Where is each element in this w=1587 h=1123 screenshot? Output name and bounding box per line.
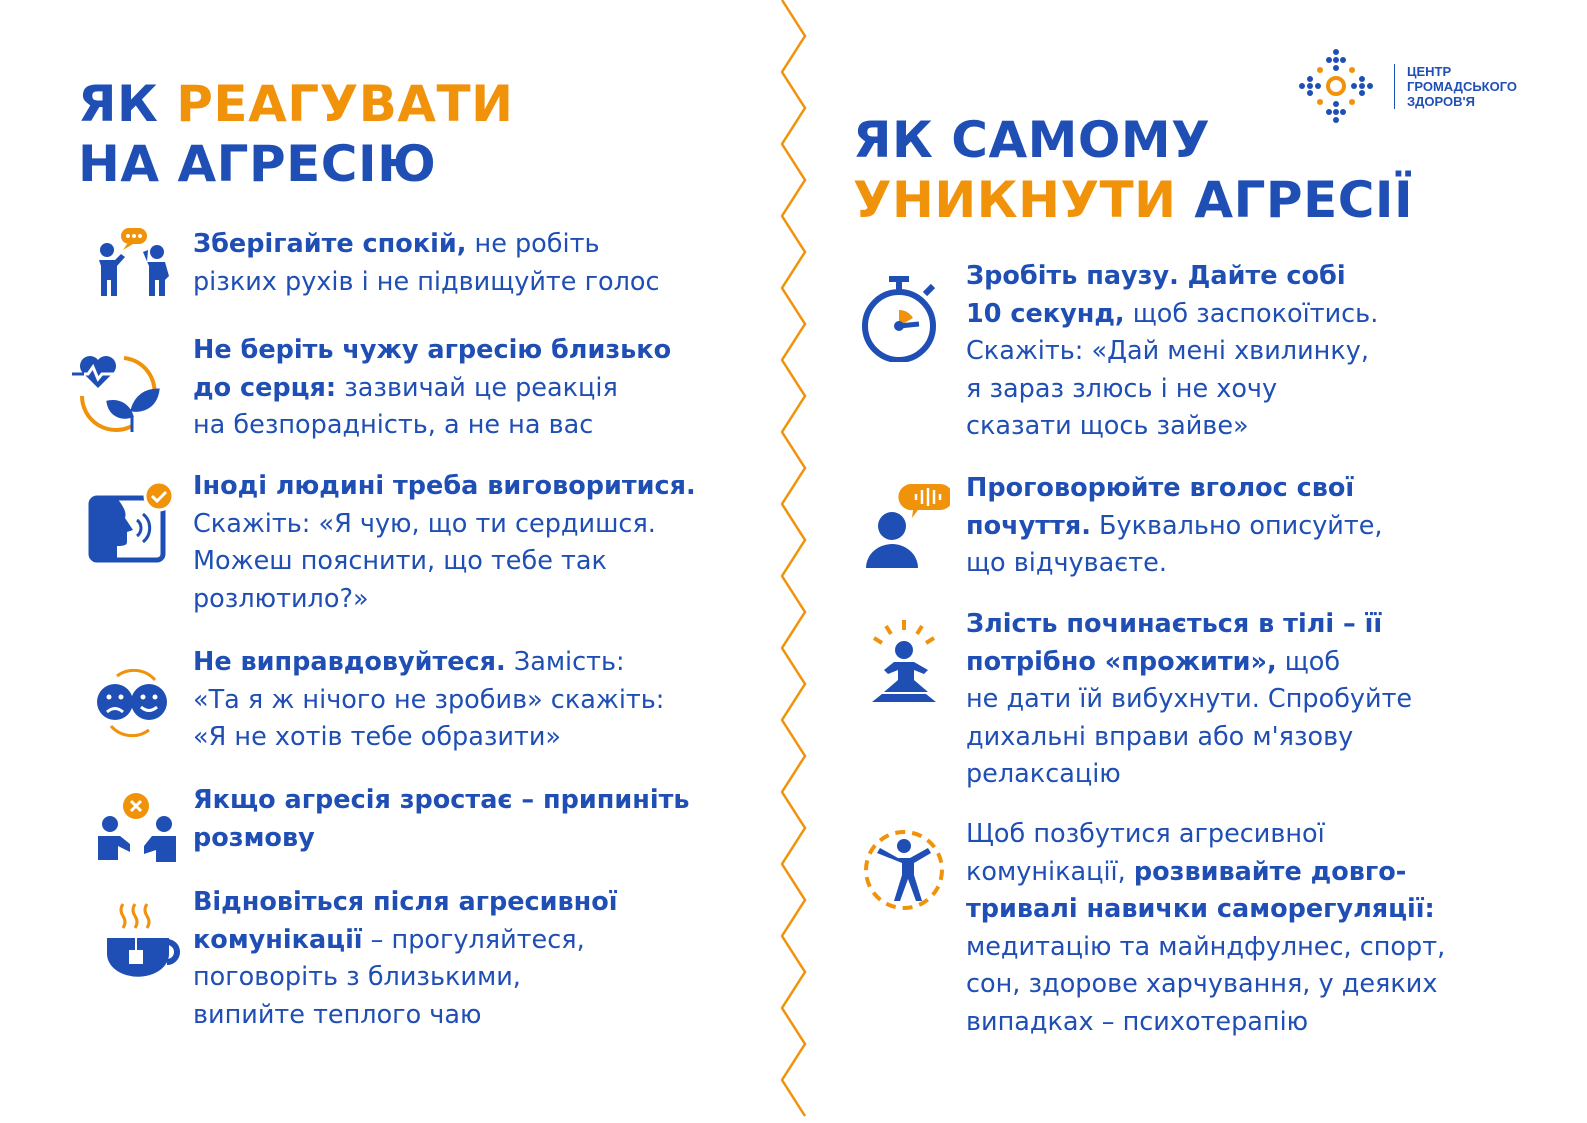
title-part: ЯК САМОМУ xyxy=(853,111,1211,169)
two-people-talking-icon xyxy=(85,222,185,322)
tip-text: комунікації, xyxy=(966,856,1134,887)
tip-bold-text: потрібно «прожити», xyxy=(966,646,1277,677)
left-title xyxy=(78,74,513,194)
tip-bold-text: Зберігайте спокій, xyxy=(193,229,467,259)
tip-line xyxy=(193,682,664,720)
logo-text xyxy=(1394,64,1517,109)
tip-line xyxy=(966,891,1445,929)
tip-text: Буквально описуйте, xyxy=(1090,510,1383,541)
title-part: НА АГРЕСІЮ xyxy=(78,135,437,193)
tip-bold-text: до серця: xyxy=(193,372,337,403)
tip-bold-text: розмову xyxy=(193,822,315,853)
tip-text: «Та я ж нічого не зробив» скажіть: xyxy=(193,684,665,715)
tip-text: зазвичай це реакція xyxy=(336,372,618,403)
tip-line xyxy=(966,719,1412,757)
left-tip-5 xyxy=(193,782,690,857)
tip-text: сказати щось зайве» xyxy=(966,411,1249,441)
tip-bold-text: 10 секунд, xyxy=(966,298,1125,329)
tip-text: сон, здорове харчування, у деяких xyxy=(966,969,1438,999)
tip-line xyxy=(193,782,690,820)
left-tip-2 xyxy=(193,332,671,445)
tip-line xyxy=(966,681,1412,719)
tip-line xyxy=(966,929,1445,967)
tip-text: щоб заспокоїтись. xyxy=(1124,298,1379,329)
tip-bold-text: Відновіться після агресивної xyxy=(193,887,618,917)
meditation-icon xyxy=(858,616,958,716)
tip-text: щоб xyxy=(1276,646,1341,677)
tip-line xyxy=(966,333,1378,371)
tip-bold-text: комунікації xyxy=(193,924,363,955)
tip-bold-text: Зробіть паузу. Дайте собі xyxy=(966,261,1346,291)
tip-bold-text: Іноді людині треба виговоритися. xyxy=(193,471,696,501)
tip-line xyxy=(193,264,659,302)
heart-plant-icon xyxy=(68,340,168,440)
self-regulation-person-icon xyxy=(858,820,958,920)
tip-line xyxy=(193,820,690,858)
tip-line xyxy=(193,506,696,544)
title-part: ЯК xyxy=(78,75,177,133)
left-tip-3 xyxy=(193,468,696,618)
tip-line xyxy=(966,508,1383,546)
right-tip-3 xyxy=(966,606,1412,794)
tip-line xyxy=(966,644,1412,682)
left-tip-6 xyxy=(193,884,618,1034)
tip-text: Можеш пояснити, що тебе так xyxy=(193,546,607,576)
tip-text: не дати їй вибухнути. Спробуйте xyxy=(966,684,1413,714)
tip-line xyxy=(966,371,1378,409)
tip-line xyxy=(193,332,671,370)
tip-text: на безпорадність, а не на вас xyxy=(193,410,594,440)
tip-line xyxy=(966,854,1445,892)
tip-line xyxy=(193,370,671,408)
tip-text: не робіть xyxy=(466,229,600,259)
stop-conversation-icon xyxy=(90,784,190,884)
title-highlight: РЕАГУВАТИ xyxy=(176,75,514,133)
tip-line xyxy=(193,959,618,997)
logo-line: ГРОМАДСЬКОГО xyxy=(1407,78,1518,94)
tip-line xyxy=(966,606,1412,644)
tip-line xyxy=(193,884,618,922)
tip-line xyxy=(193,644,664,682)
tip-line xyxy=(193,922,618,960)
right-tip-2 xyxy=(966,470,1383,583)
tip-bold-text: Злість починається в тілі – її xyxy=(966,609,1383,639)
tip-bold-text: Проговорюйте вголос свої xyxy=(966,473,1355,503)
tip-line xyxy=(193,468,696,506)
tip-text: випийте теплого чаю xyxy=(193,999,482,1030)
tip-line xyxy=(193,997,618,1035)
tip-text: – прогуляйтеся, xyxy=(362,924,585,955)
tip-text: різких рухів і не підвищуйте голос xyxy=(193,266,660,297)
tip-text: Скажіть: «Я чую, що ти сердишся. xyxy=(193,508,656,539)
logo-line: ЗДОРОВ'Я xyxy=(1407,93,1475,109)
tip-line xyxy=(966,545,1383,583)
tea-cup-icon xyxy=(95,892,195,992)
tip-line xyxy=(966,470,1383,508)
tip-line xyxy=(193,581,696,619)
tip-text: що відчуваєте. xyxy=(966,548,1167,578)
tip-text: поговоріть з близькими, xyxy=(193,962,521,992)
tip-bold-text: почуття. xyxy=(966,510,1091,541)
tip-text: «Я не хотів тебе образити» xyxy=(193,722,562,752)
tip-line xyxy=(966,966,1445,1004)
tip-text: медитацію та майндфулнес, спорт, xyxy=(966,931,1446,962)
tip-text: розлютило?» xyxy=(193,583,369,614)
right-tip-4 xyxy=(966,816,1445,1041)
tip-text: Замість: xyxy=(505,647,625,677)
speaking-head-check-icon xyxy=(83,476,183,576)
tip-line xyxy=(193,226,659,264)
tip-text: Скажіть: «Дай мені хвилинку, xyxy=(966,336,1369,366)
tip-bold-text: Якщо агресія зростає – припиніть xyxy=(193,785,690,815)
tip-bold-text: Не беріть чужу агресію близько xyxy=(193,335,672,365)
right-title xyxy=(853,110,1413,230)
right-tip-1 xyxy=(966,258,1378,446)
logo-line: ЦЕНТР xyxy=(1407,63,1452,79)
tip-line xyxy=(193,719,664,757)
tip-bold-text: розвивайте довго- xyxy=(1133,856,1407,887)
left-tip-1 xyxy=(193,226,659,301)
tip-line xyxy=(966,296,1378,334)
left-tip-4 xyxy=(193,644,664,757)
tip-text: я зараз злюсь і не хочу xyxy=(966,373,1278,404)
tip-line xyxy=(966,258,1378,296)
tip-line xyxy=(193,407,671,445)
sad-happy-faces-icon xyxy=(83,650,183,750)
person-thinking-voice-icon xyxy=(858,476,958,576)
tip-bold-text: тривалі навички саморегуляції: xyxy=(966,894,1435,924)
tip-line xyxy=(966,1004,1445,1042)
title-highlight: УНИКНУТИ xyxy=(853,171,1177,229)
tip-text: Щоб позбутися агресивної xyxy=(966,819,1325,849)
tip-line xyxy=(966,408,1378,446)
title-part: АГРЕСІЇ xyxy=(1176,171,1414,229)
tip-bold-text: Не виправдовуйтеся. xyxy=(193,647,506,677)
tip-line xyxy=(193,543,696,581)
tip-text: релаксацію xyxy=(966,759,1121,789)
tip-text: випадках – психотерапію xyxy=(966,1006,1309,1037)
tip-line xyxy=(966,816,1445,854)
stopwatch-icon xyxy=(853,270,953,370)
tip-line xyxy=(966,756,1412,794)
tip-text: дихальні вправи або м'язову xyxy=(966,721,1354,752)
